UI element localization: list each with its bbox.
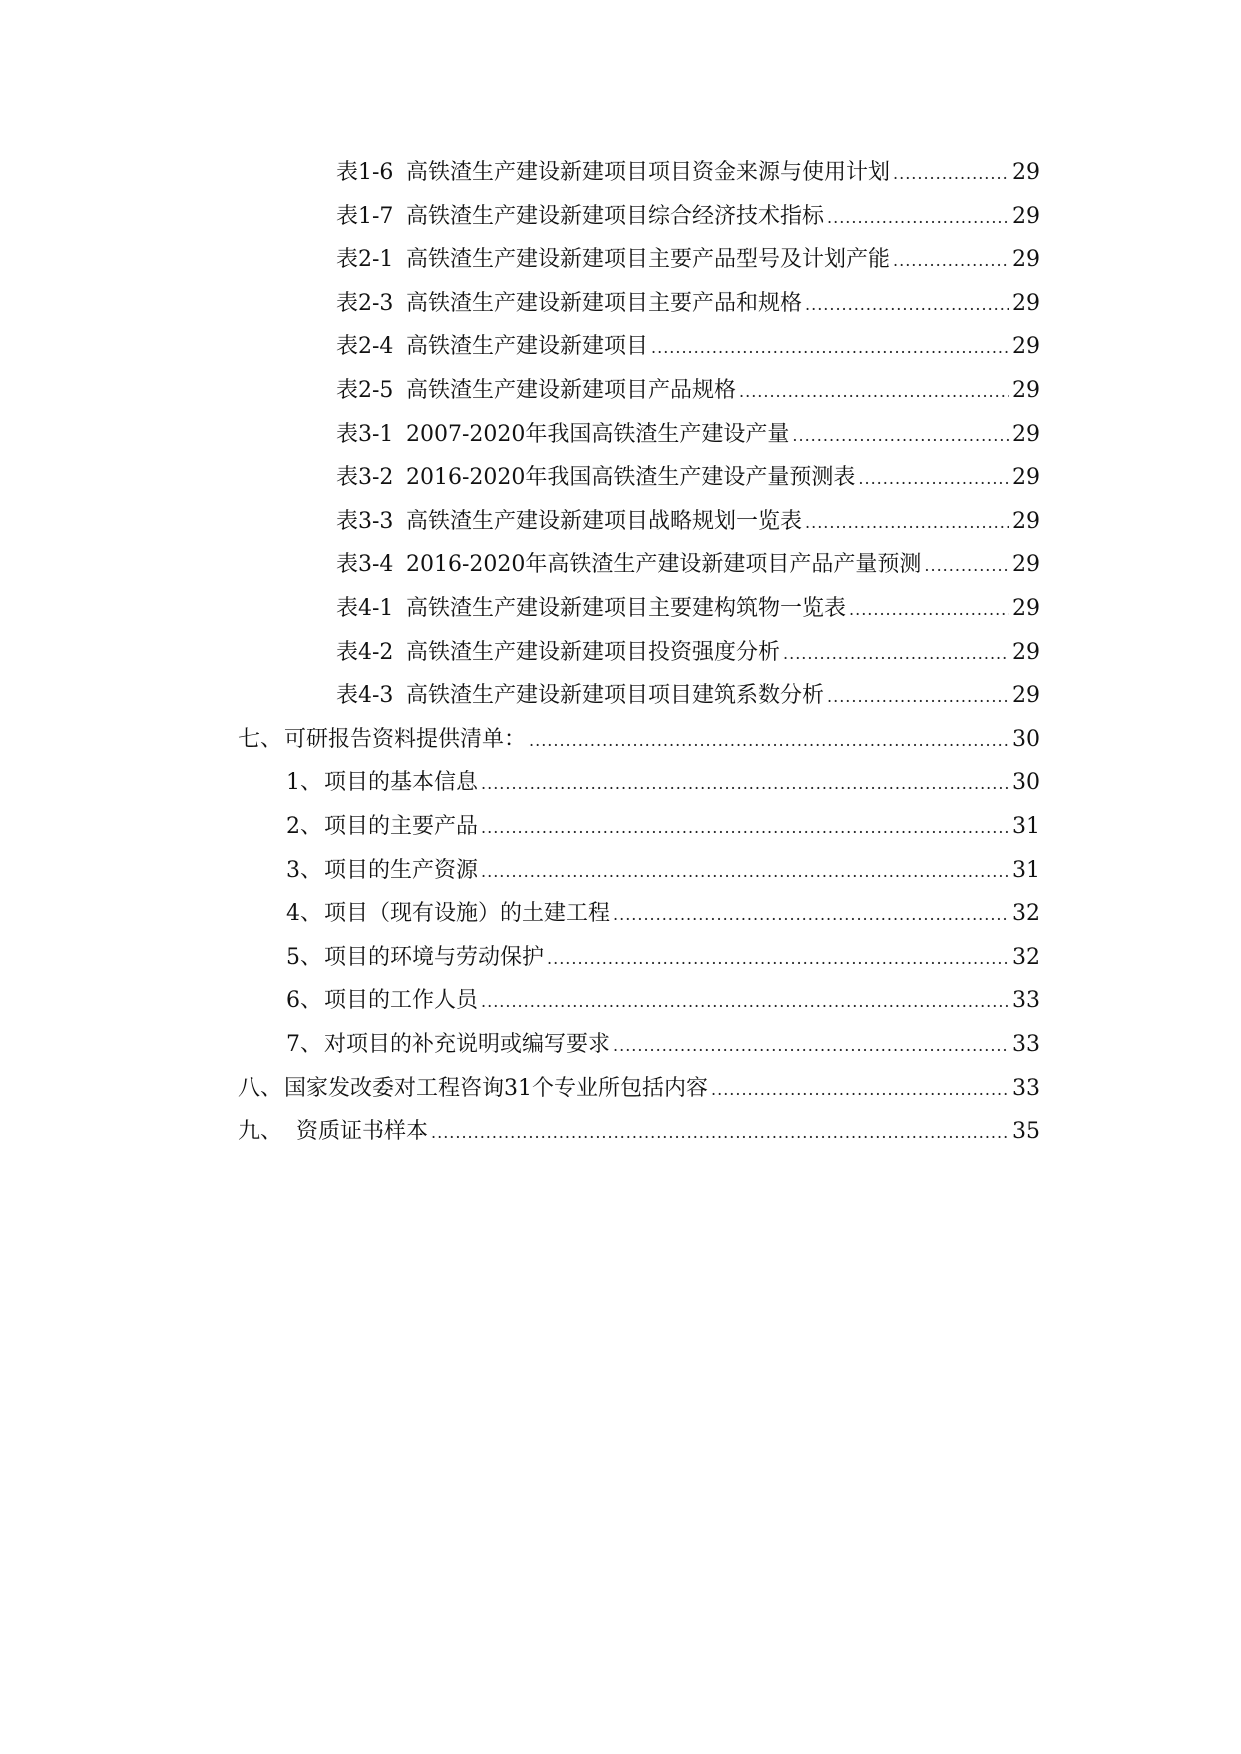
toc-entry-number: 七、	[238, 726, 283, 752]
toc-entry-label	[336, 548, 921, 582]
toc-entry-page: 33	[1012, 1075, 1040, 1101]
toc-entry-number: 表2-3	[336, 290, 394, 316]
toc-entry-title: 高铁渣生产建设新建项目主要产品型号及计划产能	[406, 247, 891, 273]
toc-entry-number: 表4-1	[336, 596, 394, 621]
dot-leader	[481, 855, 1009, 889]
toc-entry-title: 高铁渣生产建设新建项目项目资金来源与使用计划	[406, 160, 891, 185]
dot-leader	[827, 201, 1009, 235]
toc-entry-title: 高铁渣生产建设新建项目主要建构筑物一览表	[406, 596, 847, 621]
dot-leader	[739, 375, 1009, 409]
toc-entry-label	[286, 854, 478, 888]
toc-entry-label	[286, 810, 478, 844]
toc-entry-number: 八、	[238, 1075, 283, 1101]
toc-entry-page: 32	[1012, 901, 1040, 927]
toc-entry-number: 表3-2	[336, 465, 394, 491]
toc-entry[interactable]	[336, 287, 1040, 321]
toc-subentry[interactable]	[286, 854, 1040, 888]
toc-entry[interactable]	[336, 418, 1040, 452]
dot-leader	[792, 419, 1009, 453]
dot-leader	[431, 1116, 1009, 1150]
dot-leader	[858, 462, 1009, 496]
dot-leader	[481, 811, 1009, 845]
toc-entry-number: 表2-4	[336, 334, 394, 360]
toc-entry-number: 5、	[286, 944, 322, 970]
toc-entry-label	[336, 461, 855, 495]
toc-entry-label	[336, 156, 890, 190]
toc-entry-label	[336, 592, 846, 626]
toc-entry-page: 29	[1012, 683, 1040, 709]
toc-entry-title: 项目的生产资源	[324, 857, 479, 883]
toc-entry-label	[336, 636, 780, 670]
toc-entry-page: 29	[1012, 247, 1040, 273]
dot-leader	[827, 680, 1009, 714]
toc-entry-label	[238, 723, 526, 757]
toc-subentry[interactable]	[286, 810, 1040, 844]
toc-entry-number: 九、	[238, 1119, 283, 1145]
toc-entry[interactable]	[336, 505, 1040, 539]
toc-entry[interactable]	[336, 374, 1040, 408]
dot-leader	[529, 724, 1009, 758]
toc-subentry[interactable]	[286, 941, 1040, 975]
dot-leader	[481, 985, 1009, 1019]
toc-subentry[interactable]	[286, 897, 1040, 931]
toc-entry-label	[286, 941, 544, 975]
toc-entry[interactable]	[336, 461, 1040, 495]
toc-entry-page: 33	[1012, 988, 1040, 1014]
dot-leader	[481, 767, 1009, 801]
dot-leader	[783, 637, 1009, 671]
toc-entry-title: 高铁渣生产建设新建项目	[406, 334, 649, 360]
toc-entry-number: 3、	[286, 857, 322, 883]
toc-section-9[interactable]	[238, 1115, 1040, 1149]
toc-entry-number: 表2-1	[336, 247, 394, 273]
toc-entry-label	[336, 418, 789, 452]
toc-entry-label	[336, 287, 802, 321]
toc-entry-label	[238, 1072, 708, 1106]
dot-leader	[893, 244, 1009, 278]
toc-entry-label	[286, 1028, 610, 1062]
toc-entry-page: 29	[1012, 203, 1040, 229]
toc-entry-label	[238, 1115, 428, 1149]
toc-entry-title: 项目的主要产品	[324, 814, 479, 839]
toc-entry-label	[336, 679, 824, 713]
toc-entry[interactable]	[336, 548, 1040, 582]
toc-entry-title: 对项目的补充说明或编写要求	[324, 1032, 611, 1057]
dot-leader	[849, 593, 1009, 627]
toc-entry-page: 31	[1012, 857, 1040, 883]
toc-entry-number: 表1-6	[336, 160, 394, 185]
toc-entry-page: 30	[1012, 770, 1040, 796]
dot-leader	[893, 157, 1009, 191]
toc-entry-number: 1、	[286, 770, 322, 796]
toc-entry-label	[336, 330, 648, 364]
toc-entry-number: 表1-7	[336, 203, 394, 229]
dot-leader	[711, 1073, 1009, 1107]
toc-entry-page: 29	[1012, 508, 1040, 534]
toc-entry-title: 高铁渣生产建设新建项目主要产品和规格	[406, 290, 803, 316]
toc-entry-page: 32	[1012, 944, 1040, 970]
toc-entry-number: 表4-2	[336, 639, 394, 665]
toc-entry-title: 高铁渣生产建设新建项目项目建筑系数分析	[406, 683, 825, 709]
toc-entry-page: 29	[1012, 421, 1040, 447]
toc-entry-title: 高铁渣生产建设新建项目产品规格	[406, 378, 737, 403]
toc-entry[interactable]	[336, 330, 1040, 364]
toc-entry-title: 2007-2020年我国高铁渣生产建设产量	[406, 421, 790, 447]
toc-entry-page: 29	[1012, 639, 1040, 665]
toc-entry-number: 7、	[286, 1032, 322, 1057]
toc-subentry[interactable]	[286, 984, 1040, 1018]
toc-entry-page: 29	[1012, 378, 1040, 403]
toc-entry-label	[336, 243, 890, 277]
toc-entry-title: 项目的环境与劳动保护	[324, 944, 545, 970]
toc-entry-number: 2、	[286, 814, 322, 839]
toc-entry-number: 4、	[286, 901, 322, 927]
toc-entry-page: 29	[1012, 160, 1040, 185]
toc-entry-number: 表4-3	[336, 683, 394, 709]
toc-entry-label	[286, 766, 478, 800]
toc-entry-title: 高铁渣生产建设新建项目投资强度分析	[406, 639, 781, 665]
toc-entry-label	[336, 200, 824, 234]
toc-entry-page: 29	[1012, 596, 1040, 621]
toc-entry-label	[286, 984, 478, 1018]
toc-entry-page: 29	[1012, 334, 1040, 360]
toc-entry-number: 表3-4	[336, 552, 394, 578]
toc-entry-title: 2016-2020年高铁渣生产建设新建项目产品产量预测	[406, 552, 922, 578]
toc-entry-title: 2016-2020年我国高铁渣生产建设产量预测表	[406, 465, 856, 491]
toc-entry-page: 29	[1012, 465, 1040, 491]
toc-entry[interactable]	[336, 156, 1040, 190]
toc-entry-label	[286, 897, 610, 931]
toc-entry-title: 项目的工作人员	[324, 988, 479, 1014]
toc-entry[interactable]	[336, 636, 1040, 670]
toc-entry[interactable]	[336, 592, 1040, 626]
toc-entry-title: 项目（现有设施）的土建工程	[324, 901, 611, 927]
toc-entry-page: 29	[1012, 552, 1040, 578]
toc-entry-title: 资质证书样本	[296, 1119, 429, 1145]
toc-subentry[interactable]	[286, 1028, 1040, 1062]
dot-leader	[805, 288, 1009, 322]
toc-subentry[interactable]	[286, 766, 1040, 800]
toc-entry-number: 6、	[286, 988, 322, 1014]
toc-entry-label	[336, 374, 736, 408]
toc-entry-page: 29	[1012, 290, 1040, 316]
toc-entry-page: 31	[1012, 814, 1040, 839]
toc-entry-label	[336, 505, 802, 539]
toc-entry-page: 30	[1012, 726, 1040, 752]
toc-entry-page: 33	[1012, 1032, 1040, 1057]
toc-section-7[interactable]	[238, 723, 1040, 757]
dot-leader	[924, 549, 1009, 583]
toc-entry-number: 表3-1	[336, 421, 394, 447]
toc-entry-title: 高铁渣生产建设新建项目战略规划一览表	[406, 508, 803, 534]
toc-entry-number: 表2-5	[336, 378, 394, 403]
toc-entry-title: 高铁渣生产建设新建项目综合经济技术指标	[406, 203, 825, 229]
toc-entry-title: 国家发改委对工程咨询31个专业所包括内容	[284, 1075, 709, 1101]
dot-leader	[805, 506, 1009, 540]
toc-entry-number: 表3-3	[336, 508, 394, 534]
toc-entry[interactable]	[336, 243, 1040, 277]
toc-entry[interactable]	[336, 200, 1040, 234]
toc-entry-title: 项目的基本信息	[324, 770, 479, 796]
toc-entry-title: 可研报告资料提供清单：	[284, 726, 527, 752]
toc-entry[interactable]	[336, 679, 1040, 713]
dot-leader	[613, 1029, 1009, 1063]
dot-leader	[547, 942, 1009, 976]
toc-entry-page: 35	[1012, 1119, 1040, 1145]
dot-leader	[651, 331, 1009, 365]
dot-leader	[613, 898, 1009, 932]
toc-section-8[interactable]	[238, 1072, 1040, 1106]
